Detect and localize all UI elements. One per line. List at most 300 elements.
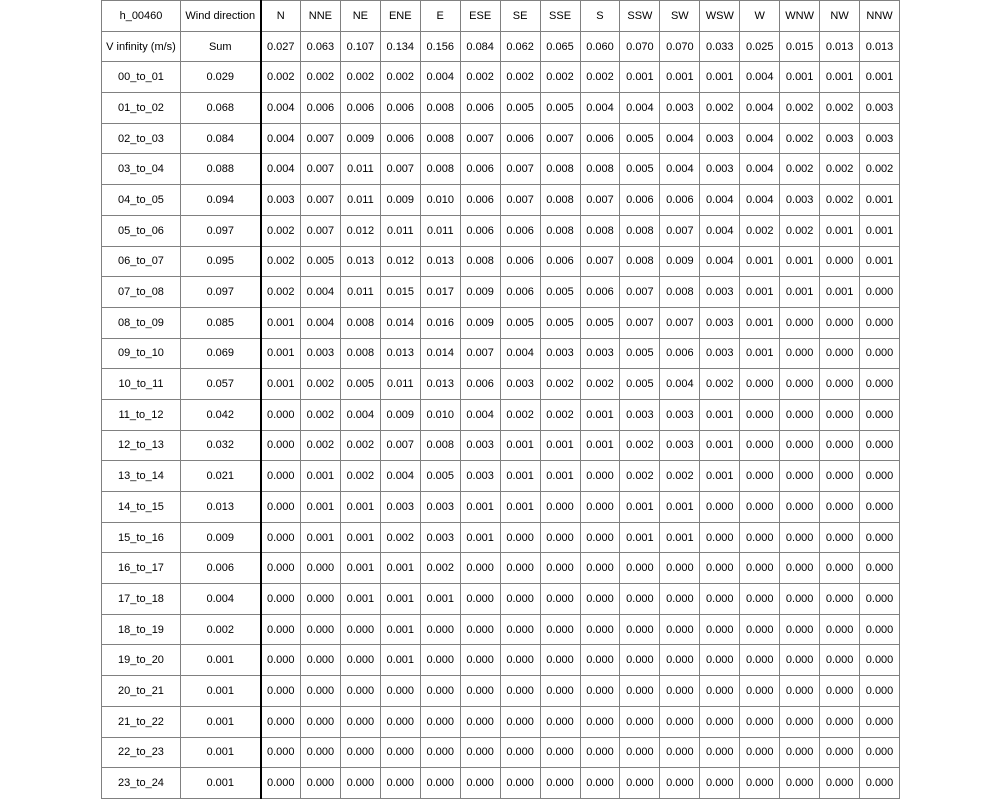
frequency-cell: 0.000 bbox=[780, 522, 820, 553]
frequency-cell: 0.007 bbox=[300, 185, 340, 216]
table-row bbox=[102, 277, 900, 308]
frequency-cell: 0.002 bbox=[740, 215, 780, 246]
frequency-cell: 0.007 bbox=[620, 307, 660, 338]
frequency-cell: 0.000 bbox=[860, 706, 900, 737]
frequency-cell: 0.000 bbox=[580, 461, 620, 492]
frequency-cell: 0.000 bbox=[660, 676, 700, 707]
frequency-cell: 0.002 bbox=[780, 154, 820, 185]
frequency-cell: 0.007 bbox=[580, 246, 620, 277]
frequency-cell: 0.005 bbox=[420, 461, 460, 492]
sum-value-ne: 0.107 bbox=[340, 31, 380, 62]
frequency-cell: 0.000 bbox=[740, 737, 780, 768]
frequency-cell: 0.000 bbox=[780, 614, 820, 645]
frequency-cell: 0.000 bbox=[780, 369, 820, 400]
frequency-cell: 0.016 bbox=[420, 307, 460, 338]
frequency-cell: 0.001 bbox=[380, 645, 420, 676]
row-sum: 0.001 bbox=[181, 768, 261, 799]
frequency-cell: 0.000 bbox=[660, 553, 700, 584]
frequency-cell: 0.001 bbox=[860, 215, 900, 246]
frequency-cell: 0.008 bbox=[420, 154, 460, 185]
frequency-cell: 0.000 bbox=[261, 676, 301, 707]
frequency-cell: 0.000 bbox=[580, 584, 620, 615]
speed-bin-label: 22_to_23 bbox=[102, 737, 181, 768]
table-row bbox=[102, 154, 900, 185]
frequency-cell: 0.000 bbox=[700, 676, 740, 707]
row-sum: 0.006 bbox=[181, 553, 261, 584]
row-sum: 0.032 bbox=[181, 430, 261, 461]
frequency-cell: 0.000 bbox=[860, 768, 900, 799]
frequency-cell: 0.000 bbox=[860, 430, 900, 461]
frequency-cell: 0.000 bbox=[380, 706, 420, 737]
frequency-cell: 0.000 bbox=[620, 614, 660, 645]
frequency-cell: 0.003 bbox=[780, 185, 820, 216]
frequency-cell: 0.007 bbox=[300, 154, 340, 185]
frequency-cell: 0.004 bbox=[261, 123, 301, 154]
sum-row bbox=[102, 31, 900, 62]
frequency-cell: 0.007 bbox=[460, 338, 500, 369]
frequency-cell: 0.004 bbox=[580, 93, 620, 124]
frequency-cell: 0.002 bbox=[261, 246, 301, 277]
row-sum: 0.004 bbox=[181, 584, 261, 615]
frequency-cell: 0.000 bbox=[820, 676, 860, 707]
frequency-cell: 0.000 bbox=[780, 676, 820, 707]
frequency-cell: 0.000 bbox=[460, 553, 500, 584]
frequency-cell: 0.000 bbox=[261, 492, 301, 523]
frequency-cell: 0.001 bbox=[580, 430, 620, 461]
sum-value-sw: 0.070 bbox=[660, 31, 700, 62]
frequency-cell: 0.007 bbox=[460, 123, 500, 154]
frequency-cell: 0.001 bbox=[261, 369, 301, 400]
frequency-cell: 0.004 bbox=[620, 93, 660, 124]
frequency-cell: 0.005 bbox=[540, 307, 580, 338]
frequency-cell: 0.000 bbox=[261, 553, 301, 584]
frequency-cell: 0.001 bbox=[380, 584, 420, 615]
frequency-cell: 0.002 bbox=[340, 430, 380, 461]
frequency-cell: 0.000 bbox=[540, 676, 580, 707]
frequency-cell: 0.000 bbox=[660, 768, 700, 799]
frequency-cell: 0.002 bbox=[340, 62, 380, 93]
speed-bin-label: 16_to_17 bbox=[102, 553, 181, 584]
speed-bin-label: 01_to_02 bbox=[102, 93, 181, 124]
speed-bin-label: 12_to_13 bbox=[102, 430, 181, 461]
frequency-cell: 0.000 bbox=[261, 461, 301, 492]
sum-value-n: 0.027 bbox=[261, 31, 301, 62]
frequency-cell: 0.013 bbox=[340, 246, 380, 277]
frequency-cell: 0.001 bbox=[780, 246, 820, 277]
frequency-cell: 0.000 bbox=[540, 706, 580, 737]
frequency-cell: 0.001 bbox=[420, 584, 460, 615]
frequency-cell: 0.000 bbox=[780, 492, 820, 523]
speed-bin-label: 08_to_09 bbox=[102, 307, 181, 338]
sum-value-ene: 0.134 bbox=[380, 31, 420, 62]
frequency-cell: 0.005 bbox=[340, 369, 380, 400]
frequency-cell: 0.006 bbox=[500, 215, 540, 246]
frequency-cell: 0.000 bbox=[780, 645, 820, 676]
frequency-cell: 0.008 bbox=[580, 154, 620, 185]
speed-bin-label: 05_to_06 bbox=[102, 215, 181, 246]
frequency-cell: 0.008 bbox=[420, 123, 460, 154]
speed-bin-label: 03_to_04 bbox=[102, 154, 181, 185]
frequency-cell: 0.000 bbox=[700, 768, 740, 799]
frequency-cell: 0.000 bbox=[860, 522, 900, 553]
frequency-cell: 0.002 bbox=[620, 430, 660, 461]
frequency-cell: 0.004 bbox=[300, 277, 340, 308]
frequency-cell: 0.002 bbox=[780, 215, 820, 246]
frequency-cell: 0.011 bbox=[420, 215, 460, 246]
frequency-cell: 0.000 bbox=[860, 614, 900, 645]
frequency-cell: 0.003 bbox=[540, 338, 580, 369]
frequency-cell: 0.007 bbox=[660, 307, 700, 338]
frequency-cell: 0.001 bbox=[500, 430, 540, 461]
frequency-cell: 0.000 bbox=[580, 553, 620, 584]
frequency-cell: 0.000 bbox=[580, 737, 620, 768]
direction-header-se: SE bbox=[500, 1, 540, 32]
frequency-cell: 0.000 bbox=[820, 430, 860, 461]
frequency-cell: 0.002 bbox=[700, 93, 740, 124]
frequency-cell: 0.000 bbox=[420, 645, 460, 676]
frequency-cell: 0.000 bbox=[540, 737, 580, 768]
speed-bin-label: 17_to_18 bbox=[102, 584, 181, 615]
frequency-cell: 0.001 bbox=[460, 522, 500, 553]
frequency-cell: 0.002 bbox=[500, 399, 540, 430]
sum-value-se: 0.062 bbox=[500, 31, 540, 62]
frequency-cell: 0.000 bbox=[780, 430, 820, 461]
frequency-cell: 0.000 bbox=[580, 522, 620, 553]
direction-header-s: S bbox=[580, 1, 620, 32]
frequency-cell: 0.000 bbox=[540, 645, 580, 676]
frequency-cell: 0.000 bbox=[380, 737, 420, 768]
frequency-cell: 0.000 bbox=[860, 307, 900, 338]
frequency-cell: 0.000 bbox=[820, 307, 860, 338]
frequency-cell: 0.011 bbox=[340, 185, 380, 216]
table-row bbox=[102, 645, 900, 676]
frequency-cell: 0.000 bbox=[820, 522, 860, 553]
frequency-cell: 0.003 bbox=[860, 93, 900, 124]
frequency-cell: 0.002 bbox=[420, 553, 460, 584]
frequency-cell: 0.002 bbox=[540, 399, 580, 430]
frequency-cell: 0.000 bbox=[261, 768, 301, 799]
frequency-cell: 0.004 bbox=[660, 123, 700, 154]
frequency-cell: 0.000 bbox=[740, 553, 780, 584]
frequency-cell: 0.000 bbox=[420, 676, 460, 707]
frequency-cell: 0.000 bbox=[780, 584, 820, 615]
table-row bbox=[102, 62, 900, 93]
frequency-cell: 0.002 bbox=[460, 62, 500, 93]
frequency-cell: 0.001 bbox=[820, 215, 860, 246]
frequency-cell: 0.000 bbox=[340, 706, 380, 737]
frequency-cell: 0.000 bbox=[860, 369, 900, 400]
frequency-cell: 0.000 bbox=[740, 706, 780, 737]
speed-bin-label: 18_to_19 bbox=[102, 614, 181, 645]
table-row bbox=[102, 185, 900, 216]
frequency-cell: 0.008 bbox=[340, 338, 380, 369]
frequency-cell: 0.000 bbox=[420, 614, 460, 645]
frequency-cell: 0.005 bbox=[620, 338, 660, 369]
frequency-cell: 0.000 bbox=[300, 676, 340, 707]
frequency-cell: 0.000 bbox=[740, 461, 780, 492]
frequency-cell: 0.008 bbox=[340, 307, 380, 338]
row-sum: 0.084 bbox=[181, 123, 261, 154]
frequency-cell: 0.000 bbox=[660, 584, 700, 615]
frequency-cell: 0.004 bbox=[500, 338, 540, 369]
row-sum: 0.088 bbox=[181, 154, 261, 185]
direction-header-sw: SW bbox=[660, 1, 700, 32]
frequency-cell: 0.000 bbox=[340, 676, 380, 707]
row-sum: 0.013 bbox=[181, 492, 261, 523]
direction-header-ssw: SSW bbox=[620, 1, 660, 32]
frequency-cell: 0.000 bbox=[740, 614, 780, 645]
frequency-cell: 0.010 bbox=[420, 399, 460, 430]
frequency-cell: 0.008 bbox=[620, 246, 660, 277]
frequency-cell: 0.000 bbox=[660, 645, 700, 676]
sum-value-s: 0.060 bbox=[580, 31, 620, 62]
table-row bbox=[102, 399, 900, 430]
sum-value-sse: 0.065 bbox=[540, 31, 580, 62]
frequency-cell: 0.004 bbox=[700, 215, 740, 246]
header-row bbox=[102, 1, 900, 32]
frequency-cell: 0.004 bbox=[740, 123, 780, 154]
frequency-cell: 0.000 bbox=[780, 706, 820, 737]
frequency-cell: 0.000 bbox=[860, 338, 900, 369]
table-row bbox=[102, 706, 900, 737]
row-sum: 0.069 bbox=[181, 338, 261, 369]
frequency-cell: 0.000 bbox=[820, 399, 860, 430]
frequency-cell: 0.005 bbox=[300, 246, 340, 277]
frequency-cell: 0.007 bbox=[300, 123, 340, 154]
direction-header-ene: ENE bbox=[380, 1, 420, 32]
frequency-cell: 0.000 bbox=[540, 614, 580, 645]
frequency-cell: 0.003 bbox=[261, 185, 301, 216]
frequency-cell: 0.001 bbox=[380, 614, 420, 645]
frequency-cell: 0.000 bbox=[780, 461, 820, 492]
frequency-cell: 0.000 bbox=[820, 614, 860, 645]
frequency-cell: 0.001 bbox=[620, 492, 660, 523]
frequency-cell: 0.006 bbox=[460, 369, 500, 400]
table-row bbox=[102, 93, 900, 124]
frequency-cell: 0.000 bbox=[820, 492, 860, 523]
frequency-cell: 0.000 bbox=[780, 553, 820, 584]
frequency-cell: 0.003 bbox=[300, 338, 340, 369]
frequency-cell: 0.000 bbox=[340, 737, 380, 768]
speed-bin-label: 19_to_20 bbox=[102, 645, 181, 676]
frequency-cell: 0.011 bbox=[380, 369, 420, 400]
frequency-cell: 0.003 bbox=[380, 492, 420, 523]
frequency-cell: 0.003 bbox=[460, 430, 500, 461]
row-sum: 0.001 bbox=[181, 676, 261, 707]
frequency-cell: 0.000 bbox=[660, 706, 700, 737]
frequency-cell: 0.003 bbox=[460, 461, 500, 492]
frequency-cell: 0.000 bbox=[620, 706, 660, 737]
frequency-cell: 0.001 bbox=[860, 185, 900, 216]
direction-header-ese: ESE bbox=[460, 1, 500, 32]
table-row bbox=[102, 737, 900, 768]
frequency-cell: 0.000 bbox=[580, 492, 620, 523]
frequency-cell: 0.001 bbox=[740, 246, 780, 277]
frequency-cell: 0.009 bbox=[340, 123, 380, 154]
table-row bbox=[102, 123, 900, 154]
frequency-cell: 0.002 bbox=[820, 154, 860, 185]
frequency-cell: 0.002 bbox=[261, 215, 301, 246]
frequency-cell: 0.006 bbox=[380, 123, 420, 154]
frequency-cell: 0.008 bbox=[580, 215, 620, 246]
frequency-cell: 0.001 bbox=[300, 522, 340, 553]
row-sum: 0.057 bbox=[181, 369, 261, 400]
frequency-cell: 0.004 bbox=[700, 246, 740, 277]
frequency-cell: 0.000 bbox=[500, 584, 540, 615]
frequency-cell: 0.000 bbox=[860, 584, 900, 615]
frequency-cell: 0.013 bbox=[420, 246, 460, 277]
frequency-cell: 0.004 bbox=[740, 154, 780, 185]
frequency-cell: 0.009 bbox=[460, 277, 500, 308]
speed-bin-label: 15_to_16 bbox=[102, 522, 181, 553]
frequency-cell: 0.005 bbox=[540, 93, 580, 124]
frequency-cell: 0.000 bbox=[740, 369, 780, 400]
frequency-cell: 0.000 bbox=[740, 430, 780, 461]
frequency-cell: 0.008 bbox=[420, 430, 460, 461]
frequency-cell: 0.004 bbox=[740, 93, 780, 124]
wind-direction-label: Wind direction bbox=[181, 1, 261, 32]
direction-header-wsw: WSW bbox=[700, 1, 740, 32]
frequency-cell: 0.000 bbox=[300, 737, 340, 768]
row-sum: 0.097 bbox=[181, 277, 261, 308]
frequency-cell: 0.002 bbox=[340, 461, 380, 492]
frequency-cell: 0.002 bbox=[780, 123, 820, 154]
frequency-cell: 0.002 bbox=[300, 430, 340, 461]
frequency-cell: 0.006 bbox=[460, 185, 500, 216]
frequency-cell: 0.001 bbox=[340, 522, 380, 553]
frequency-cell: 0.009 bbox=[380, 399, 420, 430]
frequency-cell: 0.000 bbox=[700, 522, 740, 553]
frequency-cell: 0.005 bbox=[500, 93, 540, 124]
frequency-cell: 0.004 bbox=[740, 185, 780, 216]
frequency-cell: 0.000 bbox=[700, 584, 740, 615]
frequency-cell: 0.008 bbox=[540, 185, 580, 216]
frequency-cell: 0.002 bbox=[700, 369, 740, 400]
frequency-cell: 0.000 bbox=[860, 277, 900, 308]
speed-bin-label: 21_to_22 bbox=[102, 706, 181, 737]
frequency-cell: 0.000 bbox=[620, 645, 660, 676]
frequency-cell: 0.006 bbox=[580, 277, 620, 308]
frequency-cell: 0.006 bbox=[660, 185, 700, 216]
direction-header-sse: SSE bbox=[540, 1, 580, 32]
frequency-cell: 0.006 bbox=[540, 246, 580, 277]
frequency-cell: 0.000 bbox=[300, 645, 340, 676]
frequency-cell: 0.004 bbox=[300, 307, 340, 338]
frequency-cell: 0.002 bbox=[500, 62, 540, 93]
frequency-cell: 0.000 bbox=[340, 645, 380, 676]
speed-bin-label: 09_to_10 bbox=[102, 338, 181, 369]
speed-bin-label: 20_to_21 bbox=[102, 676, 181, 707]
frequency-cell: 0.000 bbox=[740, 584, 780, 615]
table-row bbox=[102, 338, 900, 369]
sum-value-nne: 0.063 bbox=[300, 31, 340, 62]
frequency-cell: 0.000 bbox=[820, 706, 860, 737]
frequency-cell: 0.001 bbox=[500, 492, 540, 523]
wind-frequency-table bbox=[101, 0, 900, 799]
sum-value-nw: 0.013 bbox=[820, 31, 860, 62]
row-sum: 0.029 bbox=[181, 62, 261, 93]
frequency-cell: 0.000 bbox=[460, 645, 500, 676]
frequency-cell: 0.003 bbox=[700, 277, 740, 308]
frequency-cell: 0.000 bbox=[580, 614, 620, 645]
direction-header-nne: NNE bbox=[300, 1, 340, 32]
frequency-cell: 0.008 bbox=[460, 246, 500, 277]
frequency-cell: 0.003 bbox=[620, 399, 660, 430]
frequency-cell: 0.000 bbox=[700, 553, 740, 584]
frequency-cell: 0.001 bbox=[580, 399, 620, 430]
frequency-cell: 0.000 bbox=[620, 768, 660, 799]
frequency-cell: 0.001 bbox=[540, 461, 580, 492]
frequency-cell: 0.002 bbox=[300, 62, 340, 93]
frequency-cell: 0.000 bbox=[700, 492, 740, 523]
frequency-cell: 0.006 bbox=[380, 93, 420, 124]
frequency-cell: 0.007 bbox=[620, 277, 660, 308]
frequency-cell: 0.000 bbox=[700, 737, 740, 768]
frequency-cell: 0.001 bbox=[780, 62, 820, 93]
frequency-cell: 0.002 bbox=[380, 62, 420, 93]
frequency-cell: 0.000 bbox=[540, 553, 580, 584]
frequency-cell: 0.003 bbox=[700, 154, 740, 185]
direction-header-ne: NE bbox=[340, 1, 380, 32]
speed-bin-label: 13_to_14 bbox=[102, 461, 181, 492]
frequency-cell: 0.001 bbox=[700, 399, 740, 430]
frequency-cell: 0.000 bbox=[300, 768, 340, 799]
frequency-cell: 0.002 bbox=[780, 93, 820, 124]
frequency-cell: 0.003 bbox=[860, 123, 900, 154]
table-row bbox=[102, 492, 900, 523]
frequency-cell: 0.002 bbox=[580, 369, 620, 400]
frequency-cell: 0.008 bbox=[540, 215, 580, 246]
frequency-cell: 0.002 bbox=[540, 369, 580, 400]
frequency-cell: 0.017 bbox=[420, 277, 460, 308]
frequency-cell: 0.001 bbox=[620, 522, 660, 553]
frequency-cell: 0.000 bbox=[460, 614, 500, 645]
frequency-cell: 0.000 bbox=[460, 737, 500, 768]
frequency-cell: 0.001 bbox=[620, 62, 660, 93]
frequency-cell: 0.001 bbox=[540, 430, 580, 461]
sum-value-e: 0.156 bbox=[420, 31, 460, 62]
sum-value-wnw: 0.015 bbox=[780, 31, 820, 62]
table-row bbox=[102, 676, 900, 707]
frequency-cell: 0.003 bbox=[420, 522, 460, 553]
frequency-cell: 0.000 bbox=[820, 553, 860, 584]
frequency-cell: 0.000 bbox=[700, 706, 740, 737]
direction-header-nw: NW bbox=[820, 1, 860, 32]
frequency-cell: 0.000 bbox=[261, 430, 301, 461]
frequency-cell: 0.011 bbox=[380, 215, 420, 246]
frequency-cell: 0.005 bbox=[620, 369, 660, 400]
frequency-cell: 0.005 bbox=[580, 307, 620, 338]
table-row bbox=[102, 584, 900, 615]
frequency-cell: 0.014 bbox=[420, 338, 460, 369]
frequency-cell: 0.000 bbox=[820, 369, 860, 400]
frequency-cell: 0.000 bbox=[460, 768, 500, 799]
frequency-cell: 0.012 bbox=[340, 215, 380, 246]
frequency-cell: 0.000 bbox=[300, 706, 340, 737]
frequency-cell: 0.008 bbox=[620, 215, 660, 246]
frequency-cell: 0.001 bbox=[500, 461, 540, 492]
row-sum: 0.068 bbox=[181, 93, 261, 124]
frequency-cell: 0.000 bbox=[740, 399, 780, 430]
frequency-cell: 0.000 bbox=[500, 553, 540, 584]
frequency-cell: 0.001 bbox=[460, 492, 500, 523]
frequency-cell: 0.001 bbox=[660, 62, 700, 93]
frequency-cell: 0.000 bbox=[620, 553, 660, 584]
frequency-cell: 0.003 bbox=[660, 430, 700, 461]
frequency-cell: 0.003 bbox=[420, 492, 460, 523]
frequency-cell: 0.000 bbox=[780, 768, 820, 799]
table-row bbox=[102, 553, 900, 584]
